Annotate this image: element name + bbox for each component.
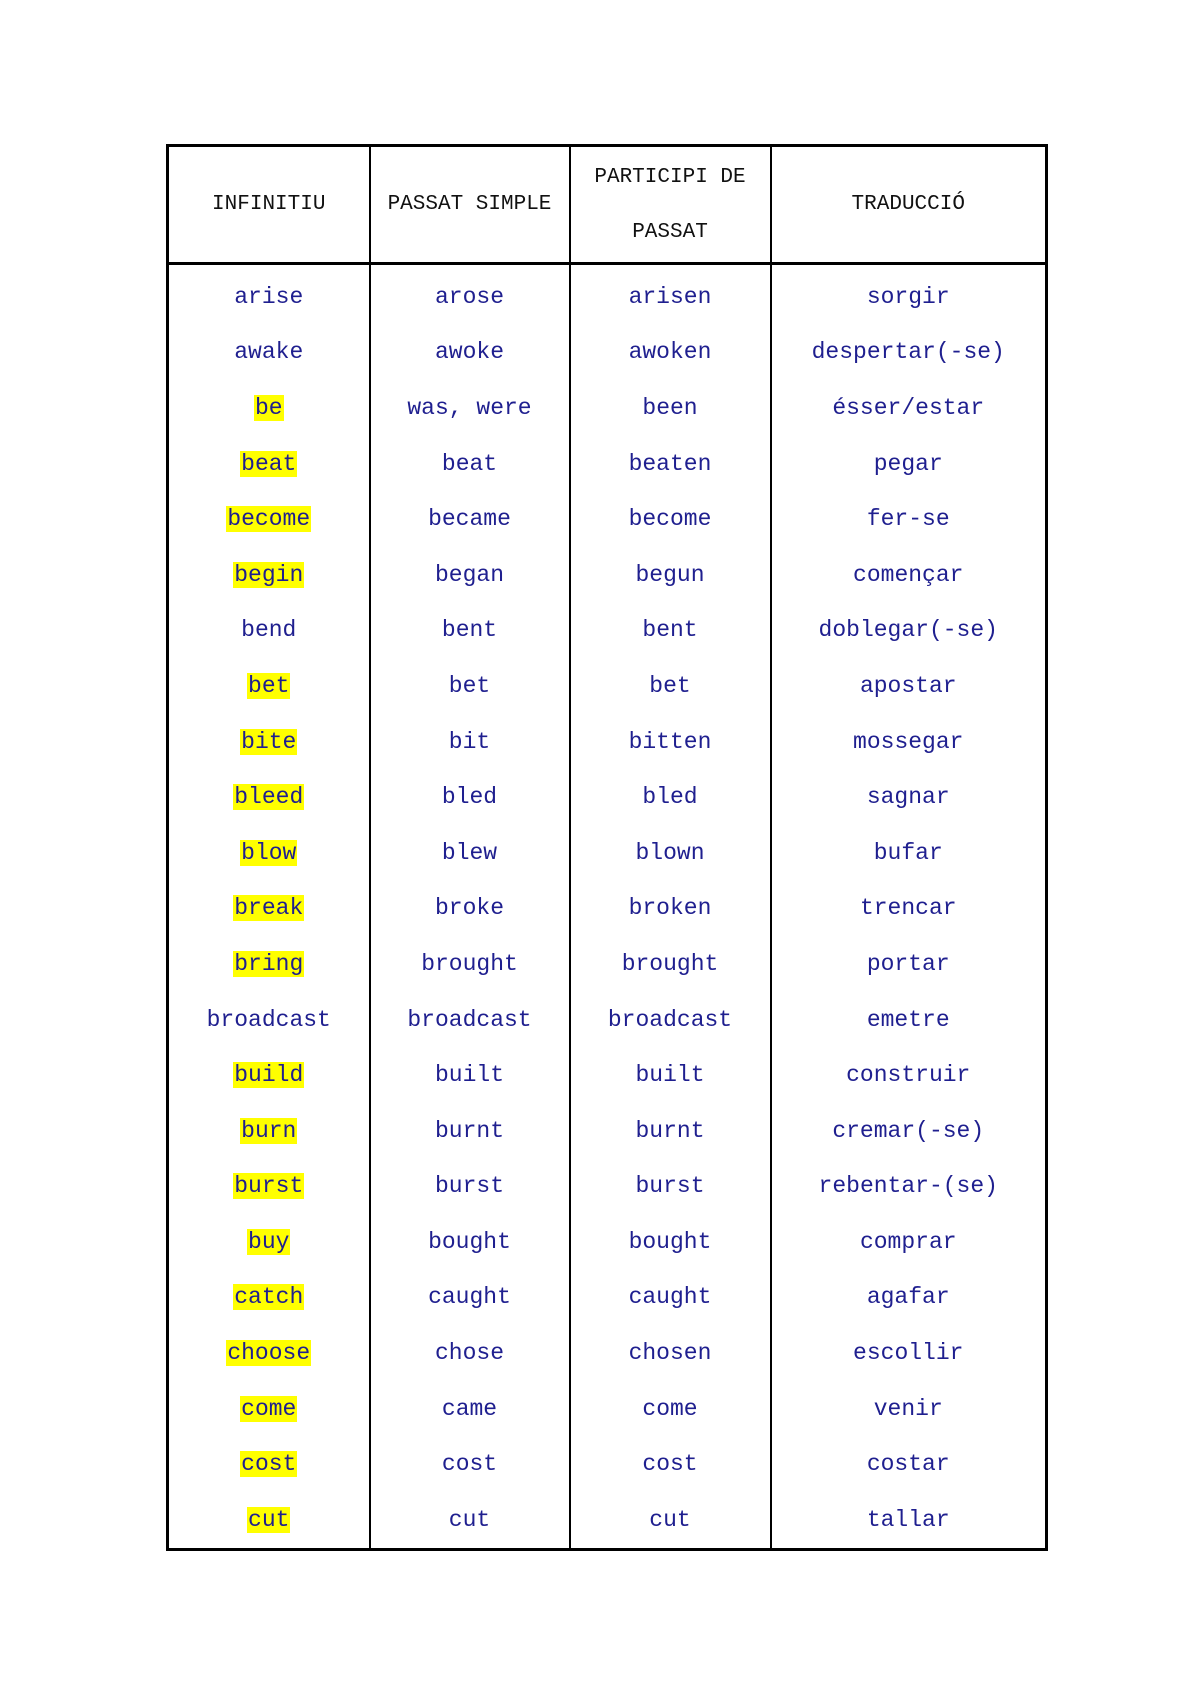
translation-cell-text: escollir [853, 1340, 964, 1367]
past-simple-cell [370, 1103, 570, 1159]
past-participle-cell-text: burst [635, 1173, 705, 1200]
translation-cell-text: rebentar-(se) [818, 1173, 998, 1200]
header-past-participle [570, 146, 771, 264]
past-participle-cell-text: blown [635, 839, 705, 866]
past-participle-cell-text: broken [628, 895, 712, 922]
infinitive-cell-text: bet [248, 672, 290, 699]
translation-cell-text: pegar [873, 450, 943, 477]
infinitive-cell-text: break [234, 895, 304, 922]
past-participle-cell [570, 1047, 771, 1103]
translation-cell-text: venir [873, 1395, 943, 1422]
translation-cell-text: començar [853, 561, 964, 588]
past-participle-cell [570, 881, 771, 937]
translation-cell [771, 992, 1047, 1048]
infinitive-cell-text: become [227, 506, 311, 533]
infinitive-cell [168, 547, 370, 603]
infinitive-cell [168, 936, 370, 992]
past-simple-cell-text: blew [441, 839, 498, 866]
translation-cell [771, 264, 1047, 325]
table-body [168, 264, 1047, 1550]
past-simple-cell-text: broke [434, 895, 504, 922]
past-participle-cell-text: been [642, 394, 698, 421]
past-participle-cell-text: broadcast [607, 1006, 733, 1033]
header-infinitive: INFINITIU [168, 146, 370, 264]
infinitive-cell-text: beat [241, 450, 297, 477]
infinitive-cell [168, 1492, 370, 1549]
past-simple-cell [370, 769, 570, 825]
past-participle-cell [570, 1436, 771, 1492]
past-participle-cell-text: become [628, 506, 712, 533]
header-past-simple: PASSAT SIMPLE [370, 146, 570, 264]
infinitive-cell [168, 264, 370, 325]
table-row [168, 658, 1047, 714]
translation-cell [771, 825, 1047, 881]
translation-cell [771, 436, 1047, 492]
table-header [168, 146, 1047, 264]
past-participle-cell [570, 1103, 771, 1159]
past-simple-cell [370, 1047, 570, 1103]
infinitive-cell [168, 1214, 370, 1270]
table-row [168, 1103, 1047, 1159]
infinitive-cell [168, 714, 370, 770]
infinitive-cell-text: burn [241, 1117, 297, 1144]
infinitive-cell [168, 769, 370, 825]
translation-cell-text: fer-se [866, 506, 950, 533]
past-simple-cell [370, 936, 570, 992]
table-row [168, 325, 1047, 381]
translation-cell [771, 658, 1047, 714]
past-simple-cell-text: bit [448, 728, 491, 755]
table-row [168, 881, 1047, 937]
infinitive-cell [168, 1047, 370, 1103]
infinitive-cell-text: burst [234, 1173, 304, 1200]
infinitive-cell [168, 1270, 370, 1326]
translation-cell [771, 1436, 1047, 1492]
past-participle-cell-text: burnt [635, 1117, 705, 1144]
table-row [168, 603, 1047, 659]
past-simple-cell [370, 1325, 570, 1381]
infinitive-cell-text: bring [234, 950, 304, 977]
translation-cell [771, 380, 1047, 436]
table-row [168, 1047, 1047, 1103]
past-participle-cell [570, 603, 771, 659]
infinitive-cell-text: begin [234, 561, 304, 588]
translation-cell-text: doblegar(-se) [818, 617, 998, 644]
translation-cell [771, 1159, 1047, 1215]
past-participle-cell-text: bitten [628, 728, 712, 755]
past-simple-cell [370, 264, 570, 325]
infinitive-cell-text: bend [241, 617, 297, 644]
past-simple-cell [370, 1381, 570, 1437]
infinitive-cell-text: come [241, 1395, 297, 1422]
past-simple-cell [370, 325, 570, 381]
infinitive-cell [168, 1159, 370, 1215]
header-translation: TRADUCCIÓ [771, 146, 1047, 264]
translation-cell [771, 936, 1047, 992]
past-simple-cell [370, 992, 570, 1048]
past-participle-cell [570, 491, 771, 547]
translation-cell-text: mossegar [853, 728, 964, 755]
table-row [168, 825, 1047, 881]
translation-cell-text: sorgir [866, 283, 950, 310]
infinitive-cell [168, 1436, 370, 1492]
infinitive-cell [168, 825, 370, 881]
infinitive-cell [168, 1381, 370, 1437]
infinitive-cell-text: broadcast [206, 1006, 331, 1033]
past-participle-cell-text: bought [628, 1228, 712, 1255]
past-simple-cell [370, 1492, 570, 1549]
infinitive-cell-text: arise [234, 283, 304, 310]
translation-cell [771, 1270, 1047, 1326]
table-row [168, 936, 1047, 992]
table-row [168, 380, 1047, 436]
past-participle-cell [570, 992, 771, 1048]
infinitive-cell [168, 881, 370, 937]
past-participle-cell [570, 769, 771, 825]
past-simple-cell-text: built [434, 1062, 504, 1089]
translation-cell-text: emetre [866, 1006, 950, 1033]
translation-cell [771, 1492, 1047, 1549]
table-row [168, 1325, 1047, 1381]
past-participle-cell [570, 436, 771, 492]
past-simple-cell-text: bought [428, 1228, 511, 1255]
translation-cell [771, 1214, 1047, 1270]
past-participle-cell [570, 325, 771, 381]
past-participle-cell [570, 658, 771, 714]
past-simple-cell-text: was, were [407, 394, 532, 421]
table-row [168, 264, 1047, 325]
table-row [168, 1492, 1047, 1549]
past-simple-cell [370, 436, 570, 492]
past-simple-cell-text: bet [448, 672, 491, 699]
infinitive-cell-text: buy [248, 1228, 290, 1255]
past-participle-cell [570, 264, 771, 325]
translation-cell [771, 1381, 1047, 1437]
infinitive-cell [168, 658, 370, 714]
past-simple-cell-text: burnt [434, 1117, 504, 1144]
past-simple-cell-text: awoke [434, 339, 504, 366]
past-participle-cell [570, 1381, 771, 1437]
past-participle-cell [570, 1159, 771, 1215]
past-simple-cell-text: broadcast [407, 1006, 532, 1033]
translation-cell-text: tallar [866, 1506, 950, 1533]
infinitive-cell [168, 436, 370, 492]
past-simple-cell-text: bent [441, 617, 498, 644]
translation-cell [771, 547, 1047, 603]
past-simple-cell [370, 380, 570, 436]
infinitive-cell-text: blow [241, 839, 297, 866]
past-participle-cell-text: come [642, 1395, 698, 1422]
past-simple-cell-text: burst [434, 1173, 504, 1200]
translation-cell [771, 1325, 1047, 1381]
past-participle-cell-text: bent [642, 617, 698, 644]
translation-cell [771, 491, 1047, 547]
past-simple-cell-text: brought [421, 950, 518, 977]
past-simple-cell [370, 881, 570, 937]
table-row [168, 1159, 1047, 1215]
past-participle-cell-text: caught [628, 1284, 712, 1311]
past-participle-cell-text: arisen [628, 283, 712, 310]
infinitive-cell [168, 491, 370, 547]
infinitive-cell-text: bite [241, 728, 297, 755]
past-simple-cell [370, 825, 570, 881]
past-simple-cell [370, 603, 570, 659]
translation-cell [771, 881, 1047, 937]
past-simple-cell-text: came [441, 1395, 498, 1422]
infinitive-cell [168, 325, 370, 381]
translation-cell [771, 714, 1047, 770]
infinitive-cell [168, 380, 370, 436]
past-participle-cell-text: bet [649, 672, 691, 699]
infinitive-cell-text: build [234, 1062, 304, 1089]
table-row [168, 1381, 1047, 1437]
past-simple-cell-text: chose [434, 1340, 504, 1367]
infinitive-cell-text: choose [227, 1340, 311, 1367]
past-participle-cell-text: beaten [628, 450, 712, 477]
translation-cell [771, 325, 1047, 381]
table-row [168, 491, 1047, 547]
irregular-verbs-table [166, 144, 1048, 1551]
table-row [168, 1270, 1047, 1326]
past-simple-cell [370, 1159, 570, 1215]
past-participle-cell-text: built [635, 1062, 705, 1089]
past-simple-cell [370, 491, 570, 547]
past-participle-cell [570, 1325, 771, 1381]
table-row [168, 769, 1047, 825]
infinitive-cell-text: cost [241, 1451, 297, 1478]
header-past-participle-line1: PARTICIPI DE [594, 165, 746, 189]
translation-cell-text: cremar(-se) [832, 1117, 985, 1144]
past-simple-cell [370, 1270, 570, 1326]
translation-cell-text: portar [866, 950, 950, 977]
past-simple-cell [370, 1214, 570, 1270]
past-simple-cell-text: cut [448, 1506, 491, 1533]
translation-cell [771, 1103, 1047, 1159]
infinitive-cell-text: bleed [234, 784, 304, 811]
past-participle-cell-text: cut [649, 1506, 691, 1533]
infinitive-cell-text: awake [234, 339, 304, 366]
table-row [168, 1214, 1047, 1270]
infinitive-cell-text: be [254, 394, 283, 421]
past-participle-cell-text: cost [642, 1451, 698, 1478]
translation-cell [771, 603, 1047, 659]
translation-cell-text: construir [846, 1062, 971, 1089]
infinitive-cell [168, 603, 370, 659]
header-row [168, 146, 1047, 264]
past-participle-cell [570, 936, 771, 992]
past-participle-cell [570, 1214, 771, 1270]
header-past-participle-line2: PASSAT [632, 220, 708, 244]
past-participle-cell-text: brought [621, 950, 719, 977]
translation-cell-text: bufar [873, 839, 943, 866]
past-simple-cell-text: bled [441, 784, 498, 811]
table-row [168, 1436, 1047, 1492]
infinitive-cell [168, 992, 370, 1048]
translation-cell [771, 1047, 1047, 1103]
past-simple-cell [370, 658, 570, 714]
infinitive-cell [168, 1103, 370, 1159]
past-participle-cell-text: bled [642, 784, 698, 811]
past-participle-cell [570, 547, 771, 603]
past-simple-cell-text: caught [428, 1284, 511, 1311]
past-simple-cell [370, 714, 570, 770]
past-participle-cell-text: begun [635, 561, 705, 588]
infinitive-cell-text: cut [248, 1506, 290, 1533]
past-participle-cell [570, 1492, 771, 1549]
past-participle-cell [570, 825, 771, 881]
table-row [168, 714, 1047, 770]
past-participle-cell-text: awoken [628, 339, 712, 366]
past-simple-cell [370, 547, 570, 603]
table-row [168, 547, 1047, 603]
translation-cell-text: despertar(-se) [811, 339, 1005, 366]
past-participle-cell-text: chosen [628, 1340, 712, 1367]
past-participle-cell [570, 380, 771, 436]
past-simple-cell-text: became [428, 506, 511, 533]
past-participle-cell [570, 714, 771, 770]
translation-cell-text: sagnar [866, 784, 950, 811]
past-simple-cell-text: arose [434, 283, 504, 310]
past-simple-cell [370, 1436, 570, 1492]
translation-cell-text: costar [866, 1451, 950, 1478]
infinitive-cell-text: catch [234, 1284, 304, 1311]
translation-cell-text: comprar [859, 1228, 957, 1255]
past-simple-cell-text: began [434, 561, 504, 588]
table-row [168, 436, 1047, 492]
translation-cell-text: trencar [859, 895, 957, 922]
translation-cell-text: ésser/estar [832, 394, 985, 421]
translation-cell-text: agafar [866, 1284, 950, 1311]
translation-cell-text: apostar [859, 672, 957, 699]
past-participle-cell [570, 1270, 771, 1326]
past-simple-cell-text: cost [441, 1451, 498, 1478]
table-row [168, 992, 1047, 1048]
infinitive-cell [168, 1325, 370, 1381]
translation-cell [771, 769, 1047, 825]
past-simple-cell-text: beat [441, 450, 498, 477]
